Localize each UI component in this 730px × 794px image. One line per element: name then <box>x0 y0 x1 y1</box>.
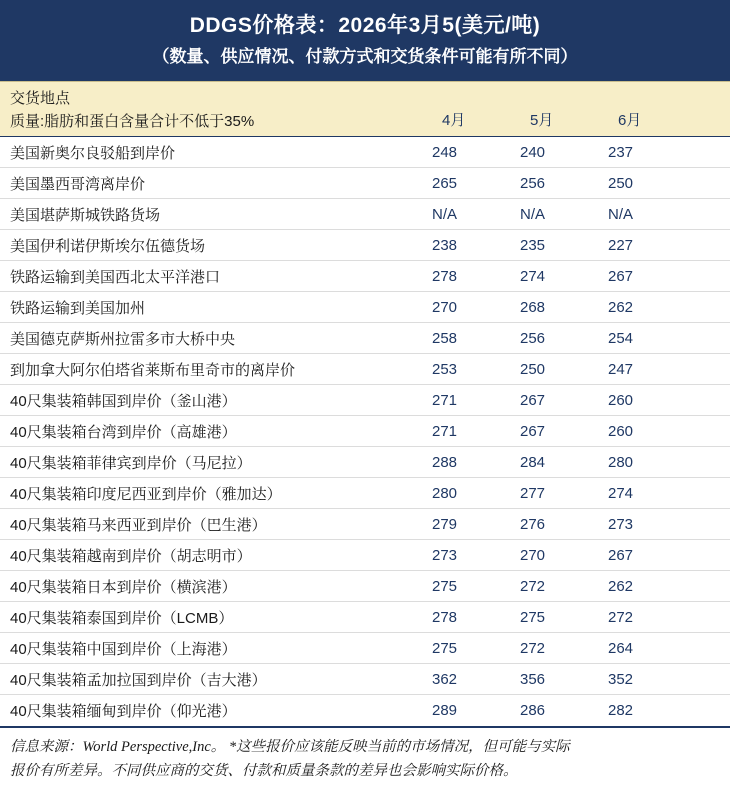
table-row <box>0 292 730 323</box>
cell-april: 278 <box>432 608 458 626</box>
cell-may: N/A <box>520 205 546 223</box>
cell-april: 271 <box>432 391 458 409</box>
table-row <box>0 323 730 354</box>
row-values <box>424 454 720 471</box>
table-row <box>0 602 730 633</box>
cell-june: 262 <box>608 298 634 316</box>
month-column-headers <box>434 109 730 130</box>
cell-april: 279 <box>432 515 458 533</box>
document-title: DDGS价格表：2026年3月5(美元/吨) <box>189 14 541 37</box>
cell-april: 253 <box>432 360 458 378</box>
column-header-month-june: 6月 <box>618 112 642 129</box>
table-row <box>0 261 730 292</box>
document-header <box>0 0 730 81</box>
row-label: 40尺集装箱韩国到岸价（釜山港） <box>10 392 237 410</box>
cell-april: 288 <box>432 453 458 471</box>
row-label: 40尺集装箱台湾到岸价（高雄港） <box>10 423 237 441</box>
cell-june: 254 <box>608 329 634 347</box>
cell-april: 273 <box>432 546 458 564</box>
row-values <box>424 423 720 440</box>
cell-june: 267 <box>608 267 634 285</box>
cell-june: 267 <box>608 546 634 564</box>
quality-spec-label: 质量:脂肪和蛋白含量合计不低于35% <box>10 112 255 130</box>
cell-june: N/A <box>608 205 634 223</box>
row-label: 铁路运输到美国西北太平洋港口 <box>10 268 221 286</box>
cell-april: 270 <box>432 298 458 316</box>
cell-may: 270 <box>520 546 546 564</box>
price-table-body <box>0 137 730 726</box>
row-values <box>424 330 720 347</box>
cell-may: 240 <box>520 143 546 161</box>
cell-may: 272 <box>520 577 546 595</box>
cell-june: 227 <box>608 236 634 254</box>
row-values <box>424 392 720 409</box>
table-row <box>0 447 730 478</box>
cell-may: 276 <box>520 515 546 533</box>
footer-line-1: 信息来源：World Perspective,Inc。 *这些报价应该能反映当前的市场情况，但可能与实际 <box>10 739 570 755</box>
cell-may: 277 <box>520 484 546 502</box>
row-label: 40尺集装箱缅甸到岸价（仰光港） <box>10 703 237 720</box>
cell-april: 238 <box>432 236 458 254</box>
table-row <box>0 540 730 571</box>
table-row <box>0 571 730 602</box>
cell-june: 260 <box>608 422 634 440</box>
row-values <box>424 268 720 285</box>
table-row <box>0 168 730 199</box>
table-row <box>0 478 730 509</box>
row-label: 铁路运输到美国加州 <box>10 299 146 317</box>
row-label: 美国新奥尔良驳船到岸价 <box>10 144 176 162</box>
row-values <box>424 702 720 719</box>
column-header-month-may: 5月 <box>530 112 554 129</box>
cell-may: 268 <box>520 298 546 316</box>
cell-april: 275 <box>432 577 458 595</box>
row-values <box>424 237 720 254</box>
cell-may: 284 <box>520 453 546 471</box>
row-label: 40尺集装箱马来西亚到岸价（巴生港） <box>10 516 267 534</box>
cell-may: 272 <box>520 639 546 657</box>
footer-line-2: 报价有所差异。不同供应商的交货、付款和质量条款的差异也会影响实际价格。 <box>10 762 518 779</box>
cell-may: 256 <box>520 174 546 192</box>
cell-june: 274 <box>608 484 634 502</box>
row-label: 美国墨西哥湾离岸价 <box>10 175 146 193</box>
cell-june: 250 <box>608 174 634 192</box>
row-label: 40尺集装箱日本到岸价（横滨港） <box>10 578 237 596</box>
table-row <box>0 416 730 447</box>
row-values <box>424 516 720 533</box>
cell-may: 275 <box>520 608 546 626</box>
table-row <box>0 199 730 230</box>
table-row <box>0 633 730 664</box>
row-label: 美国伊利诺伊斯埃尔伍德货场 <box>10 237 206 255</box>
cell-april: 280 <box>432 484 458 502</box>
row-values <box>424 144 720 161</box>
column-header-month-april: 4月 <box>442 112 466 129</box>
cell-april: 248 <box>432 143 458 161</box>
row-label: 40尺集装箱孟加拉国到岸价（吉大港） <box>10 671 267 689</box>
cell-may: 235 <box>520 236 546 254</box>
row-values <box>424 206 720 223</box>
row-label: 40尺集装箱菲律宾到岸价（马尼拉） <box>10 454 252 472</box>
cell-june: 264 <box>608 639 634 657</box>
cell-june: 262 <box>608 577 634 595</box>
cell-june: 237 <box>608 143 634 161</box>
table-column-header <box>0 81 730 137</box>
cell-may: 256 <box>520 329 546 347</box>
cell-may: 250 <box>520 360 546 378</box>
cell-april: 362 <box>432 670 458 688</box>
row-label: 美国德克萨斯州拉雷多市大桥中央 <box>10 330 236 348</box>
row-label: 美国堪萨斯城铁路货场 <box>10 206 161 224</box>
cell-june: 282 <box>608 702 634 719</box>
document-subtitle: （数量、供应情况、付款方式和交货条件可能有所不同） <box>152 46 578 66</box>
cell-april: N/A <box>432 205 458 223</box>
row-values <box>424 640 720 657</box>
row-label: 40尺集装箱印度尼西亚到岸价（雅加达） <box>10 485 282 503</box>
row-values <box>424 578 720 595</box>
cell-april: 289 <box>432 702 458 719</box>
table-row <box>0 354 730 385</box>
cell-may: 356 <box>520 670 546 688</box>
cell-june: 352 <box>608 670 634 688</box>
row-label: 40尺集装箱泰国到岸价（LCMB） <box>10 609 234 627</box>
table-row <box>0 385 730 416</box>
row-label: 到加拿大阿尔伯塔省莱斯布里奇市的离岸价 <box>10 361 296 379</box>
table-row <box>0 509 730 540</box>
row-values <box>424 609 720 626</box>
row-values <box>424 299 720 316</box>
cell-june: 272 <box>608 608 634 626</box>
row-values <box>424 175 720 192</box>
row-values <box>424 547 720 564</box>
cell-april: 275 <box>432 639 458 657</box>
delivery-location-label: 交货地点 <box>10 90 71 107</box>
cell-may: 267 <box>520 391 546 409</box>
cell-april: 271 <box>432 422 458 440</box>
cell-april: 278 <box>432 267 458 285</box>
row-label: 40尺集装箱中国到岸价（上海港） <box>10 640 237 658</box>
cell-april: 265 <box>432 174 458 192</box>
table-row <box>0 230 730 261</box>
row-values <box>424 361 720 378</box>
document-footer <box>0 726 730 794</box>
cell-april: 258 <box>432 329 458 347</box>
row-values <box>424 485 720 502</box>
table-row <box>0 137 730 168</box>
cell-may: 267 <box>520 422 546 440</box>
row-label: 40尺集装箱越南到岸价（胡志明市） <box>10 547 252 565</box>
table-row <box>0 664 730 695</box>
row-values <box>424 671 720 688</box>
table-row <box>0 695 730 726</box>
cell-june: 247 <box>608 360 634 378</box>
cell-may: 286 <box>520 702 546 719</box>
cell-may: 274 <box>520 267 546 285</box>
cell-june: 273 <box>608 515 634 533</box>
cell-june: 260 <box>608 391 634 409</box>
cell-june: 280 <box>608 453 634 471</box>
